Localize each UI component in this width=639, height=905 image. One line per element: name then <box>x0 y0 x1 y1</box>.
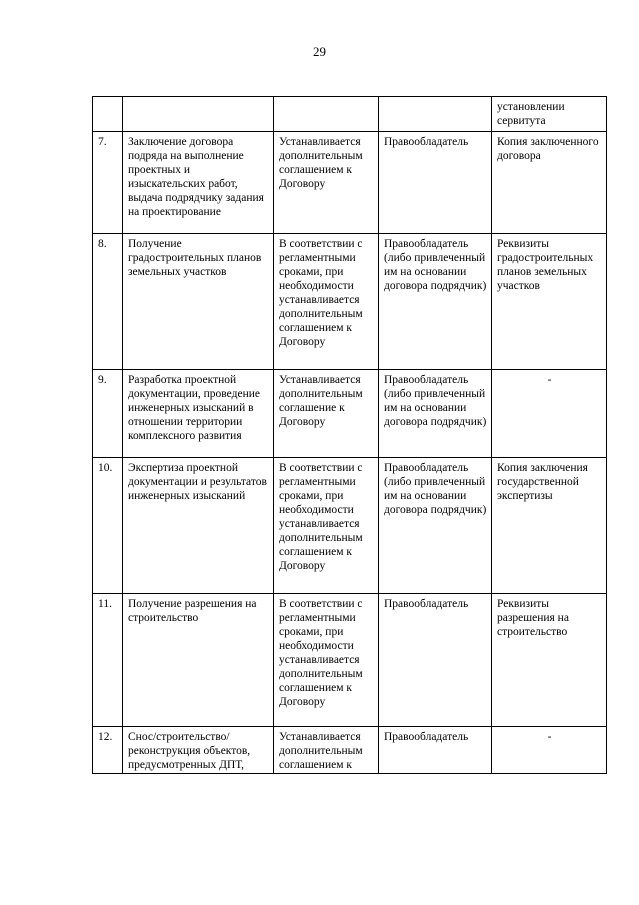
cell-document: Реквизиты градостроительных планов земельных участков <box>492 234 607 370</box>
cell-document: установлении сервитута <box>492 97 607 132</box>
cell-document: - <box>492 727 607 774</box>
cell-responsible: Правообладатель (либо привлеченный им на основании договора подрядчик) <box>379 370 492 458</box>
page-number: 29 <box>313 44 326 59</box>
cell-name: Получение градостроительных планов земельных участков <box>123 234 274 370</box>
cell-document: - <box>492 370 607 458</box>
cell-num: 7. <box>93 132 123 234</box>
cell-name: Снос/строительство/ реконструкция объектов, предусмотренных ДПТ, <box>123 727 274 774</box>
cell-num: 12. <box>93 727 123 774</box>
cell-term: В соответствии с регламентными сроками, при необходимости устанавливается дополнительным соглашением к Договору <box>274 594 379 727</box>
table-row <box>93 370 607 458</box>
cell-responsible: Правообладатель (либо привлеченный им на основании договора подрядчик) <box>379 234 492 370</box>
cell-term: Устанавливается дополнительным соглашением к Договору <box>274 132 379 234</box>
cell-name <box>123 97 274 132</box>
table-row <box>93 458 607 594</box>
table-row <box>93 234 607 370</box>
cell-term <box>274 97 379 132</box>
cell-name: Заключение договора подряда на выполнение проектных и изыскательских работ, выдача подрядчику задания на проектирование <box>123 132 274 234</box>
cell-responsible <box>379 97 492 132</box>
cell-num: 8. <box>93 234 123 370</box>
cell-num <box>93 97 123 132</box>
cell-document: Копия заключенного договора <box>492 132 607 234</box>
cell-responsible: Правообладатель <box>379 132 492 234</box>
cell-document: Копия заключения государственной экспертизы <box>492 458 607 594</box>
cell-term: В соответствии с регламентными сроками, при необходимости устанавливается дополнительным соглашением к Договору <box>274 458 379 594</box>
cell-term: В соответствии с регламентными сроками, при необходимости устанавливается дополнительным соглашением к Договору <box>274 234 379 370</box>
table-row <box>93 594 607 727</box>
cell-num: 11. <box>93 594 123 727</box>
cell-num: 9. <box>93 370 123 458</box>
schedule-table <box>92 96 607 774</box>
cell-name: Разработка проектной документации, проведение инженерных изысканий в отношении территории комплексного развития <box>123 370 274 458</box>
table-row <box>93 97 607 132</box>
cell-name: Получение разрешения на строительство <box>123 594 274 727</box>
cell-responsible: Правообладатель (либо привлеченный им на основании договора подрядчик) <box>379 458 492 594</box>
cell-document: Реквизиты разрешения на строительство <box>492 594 607 727</box>
table-row <box>93 132 607 234</box>
cell-name: Экспертиза проектной документации и результатов инженерных изысканий <box>123 458 274 594</box>
cell-num: 10. <box>93 458 123 594</box>
cell-responsible: Правообладатель <box>379 594 492 727</box>
table-row <box>93 727 607 774</box>
cell-responsible: Правообладатель <box>379 727 492 774</box>
cell-term: Устанавливается дополнительным соглашением к <box>274 727 379 774</box>
cell-term: Устанавливается дополнительным соглашение к Договору <box>274 370 379 458</box>
